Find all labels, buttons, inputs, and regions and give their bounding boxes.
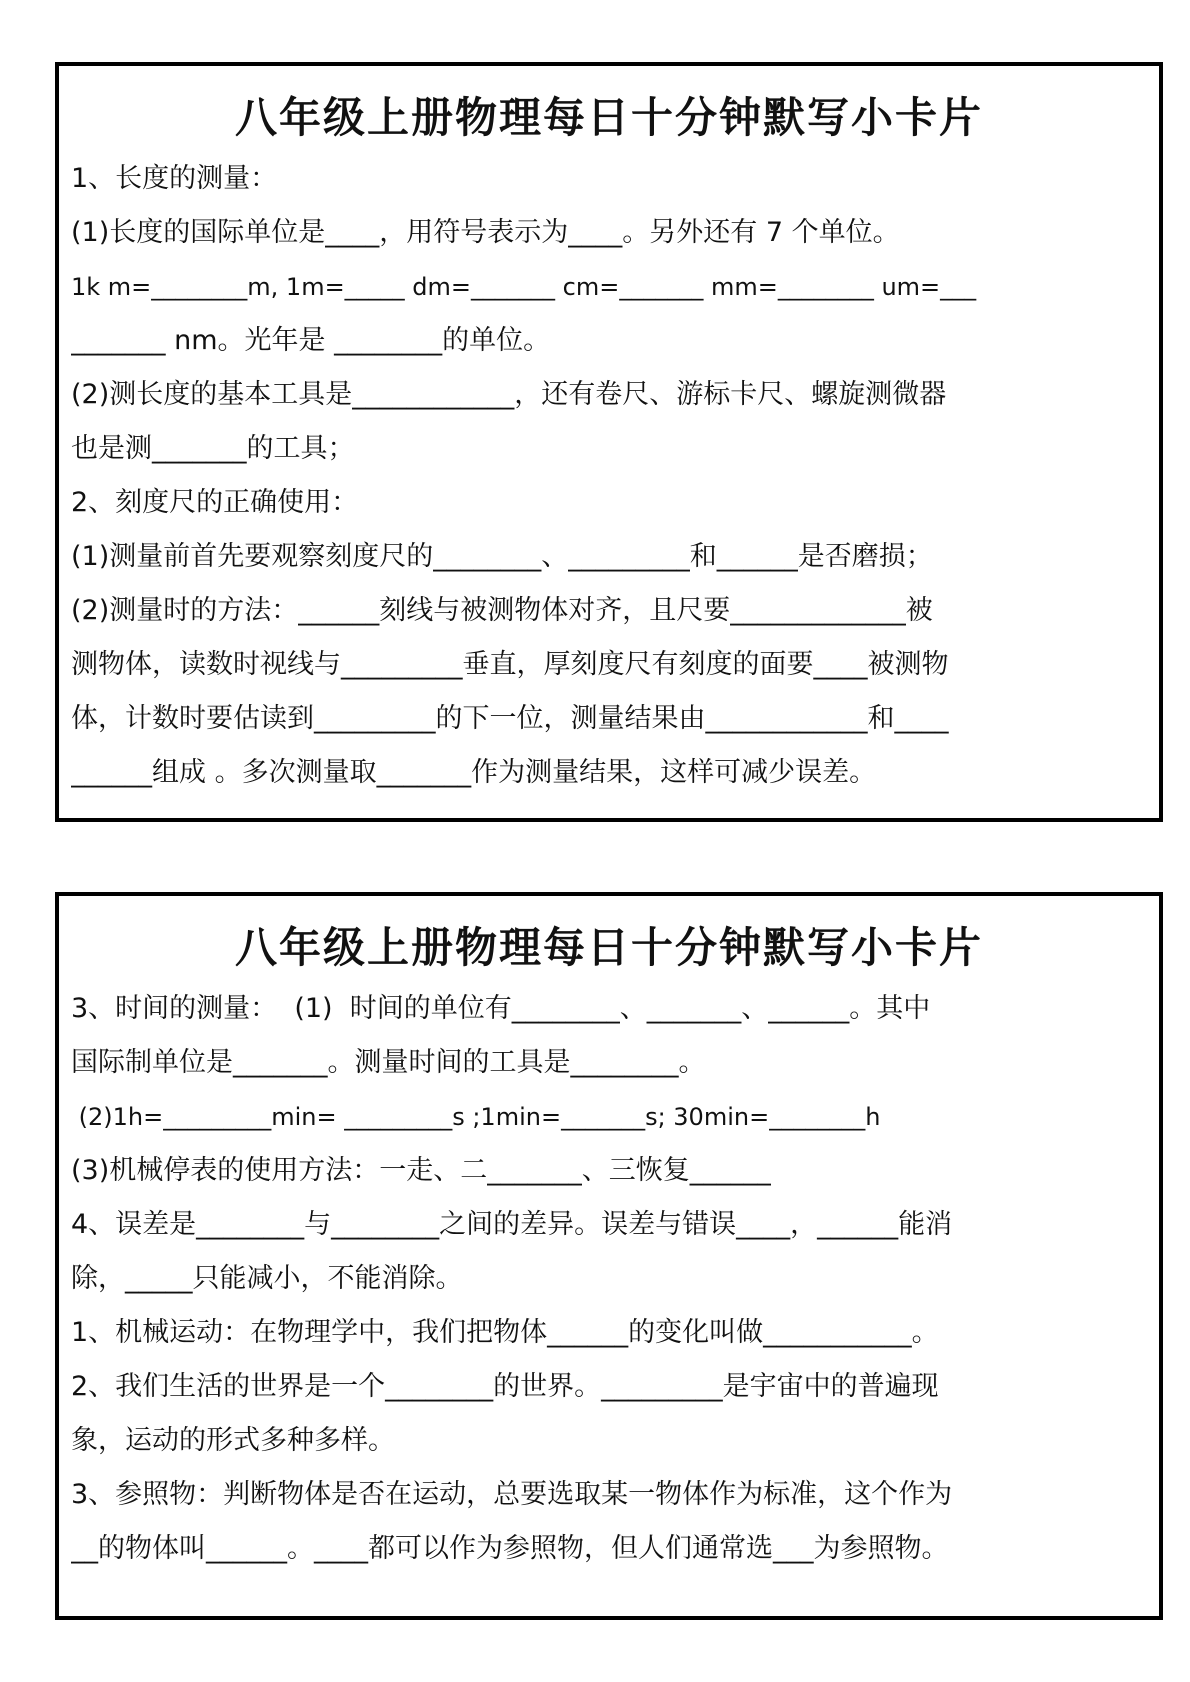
text-line: (1)测量前首先要观察刻度尺的________、_________和______是否磨损； [71,541,933,572]
text-line: 1、机械运动：在物理学中，我们把物体______的变化叫做___________。 [71,1317,939,1348]
time-conversion-text: (2)1h=_________min= _________s ;1min=_______s; 30min=________h [71,1103,881,1131]
card-title: 八年级上册物理每日十分钟默写小卡片 [234,93,983,142]
text-line [71,260,1159,314]
card-content [59,152,1159,800]
dictation-card-2 [55,892,1163,1620]
text-line: 4、误差是________与________之间的差异。误差与错误____，______能消 [71,1209,953,1240]
card-content [59,982,1159,1576]
text-line: 除，_____只能减小，不能消除。 [71,1263,463,1294]
text-line: 2、刻度尺的正确使用： [71,487,359,518]
text-line: ______组成 。多次测量取_______作为测量结果，这样可减少误差。 [71,757,877,788]
text-line: (3)机械停表的使用方法：一走、二_______、三恢复______ [71,1155,771,1186]
text-line: (2)测量时的方法：______刻线与被测物体对齐，且尺要_____________被 [71,595,933,626]
text-line: 象，运动的形式多种多样。 [71,1425,395,1456]
text-line: 也是测_______的工具； [71,433,355,464]
text-line: _______ nm。光年是 ________的单位。 [71,325,551,356]
card-title: 八年级上册物理每日十分钟默写小卡片 [234,923,983,972]
text-line: 1、长度的测量： [71,163,278,194]
dictation-card-1 [55,62,1163,822]
text-line: __的物体叫______。____都可以作为参照物，但人们通常选___为参照物。 [71,1533,949,1564]
text-line: (1)长度的国际单位是____，用符号表示为____。另外还有 7 个单位。 [71,217,900,248]
unit-conversion-text: 1k m=________m, 1m=_____ dm=_______ cm=_______ mm=________ um=___ [71,273,977,301]
text-line: 测物体，读数时视线与_________垂直，厚刻度尺有刻度的面要____被测物 [71,649,949,680]
text-line: 2、我们生活的世界是一个________的世界。_________是宇宙中的普遍现 [71,1371,939,1402]
text-line: (2)测长度的基本工具是____________，还有卷尺、游标卡尺、螺旋测微器 [71,379,947,410]
text-line: 国际制单位是_______。测量时间的工具是________。 [71,1047,706,1078]
text-line [71,1090,1159,1144]
text-line: 体，计数时要估读到_________的下一位，测量结果由____________和____ [71,703,949,734]
text-line: 3、参照物：判断物体是否在运动，总要选取某一物体作为标准，这个作为 [71,1479,953,1510]
text-line: 3、时间的测量： (1) 时间的单位有________、_______、______。其中 [71,993,931,1024]
